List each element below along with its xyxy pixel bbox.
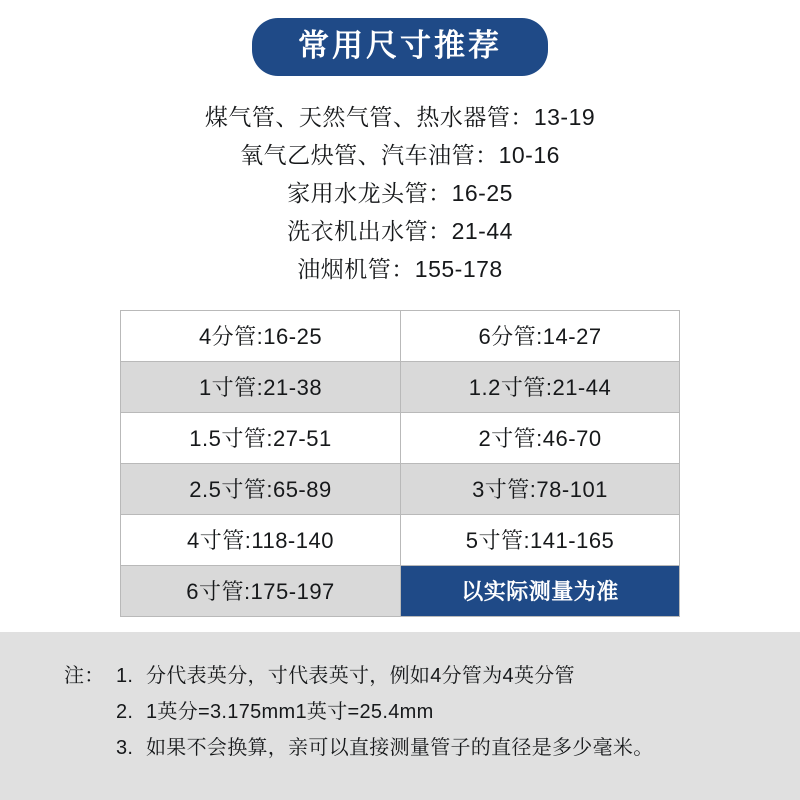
table-row	[121, 515, 679, 566]
notes-label: 注：	[64, 665, 105, 687]
table-row	[121, 413, 679, 464]
note-number: 3.	[116, 737, 134, 759]
table-row	[121, 311, 679, 362]
note-line	[64, 694, 760, 730]
table-cell-right: 1.2寸管:21-44	[400, 362, 679, 412]
note-text: 如果不会换算，亲可以直接测量管子的直径是多少毫米。	[146, 737, 654, 759]
list-item: 家用水龙头管：16-25	[287, 180, 513, 207]
table-cell-left: 1.5寸管:27-51	[121, 413, 400, 463]
table-cell-left: 1寸管:21-38	[121, 362, 400, 412]
list-item: 氧气乙炔管、汽车油管：10-16	[240, 142, 560, 169]
table-row	[121, 566, 679, 616]
note-text-secondary: 1英寸=25.4mm	[295, 701, 434, 723]
table-cell-right: 2寸管:46-70	[400, 413, 679, 463]
note-indent	[64, 730, 116, 766]
table-row	[121, 362, 679, 413]
table-cell-left: 4寸管:118-140	[121, 515, 400, 565]
note-line	[64, 658, 760, 694]
note-indent	[64, 694, 116, 730]
list-item: 油烟机管：155-178	[297, 256, 503, 283]
size-table	[120, 310, 680, 617]
notes-inner	[0, 658, 800, 766]
table-cell-left: 6寸管:175-197	[121, 566, 400, 616]
list-item: 洗衣机出水管：21-44	[287, 218, 513, 245]
table-cell-left: 4分管:16-25	[121, 311, 400, 361]
table-cell-right: 6分管:14-27	[400, 311, 679, 361]
list-item: 煤气管、天然气管、热水器管：13-19	[204, 104, 596, 131]
table-cell-right: 5寸管:141-165	[400, 515, 679, 565]
note-line	[64, 730, 760, 766]
notes-section	[0, 632, 800, 800]
recommended-sizes-list	[0, 98, 800, 288]
page-title: 常用尺寸推荐	[252, 18, 548, 76]
note-number: 1.	[116, 665, 134, 687]
table-cell-right: 3寸管:78-101	[400, 464, 679, 514]
note-number: 2.	[116, 701, 134, 723]
table-cell-left: 2.5寸管:65-89	[121, 464, 400, 514]
table-cell-right-highlight: 以实际测量为准	[400, 566, 679, 616]
title-banner-container	[0, 0, 800, 76]
note-text: 分代表英分，寸代表英寸，例如4分管为4英分管	[146, 665, 575, 687]
note-text: 1英分=3.175mm	[146, 701, 296, 723]
table-row	[121, 464, 679, 515]
